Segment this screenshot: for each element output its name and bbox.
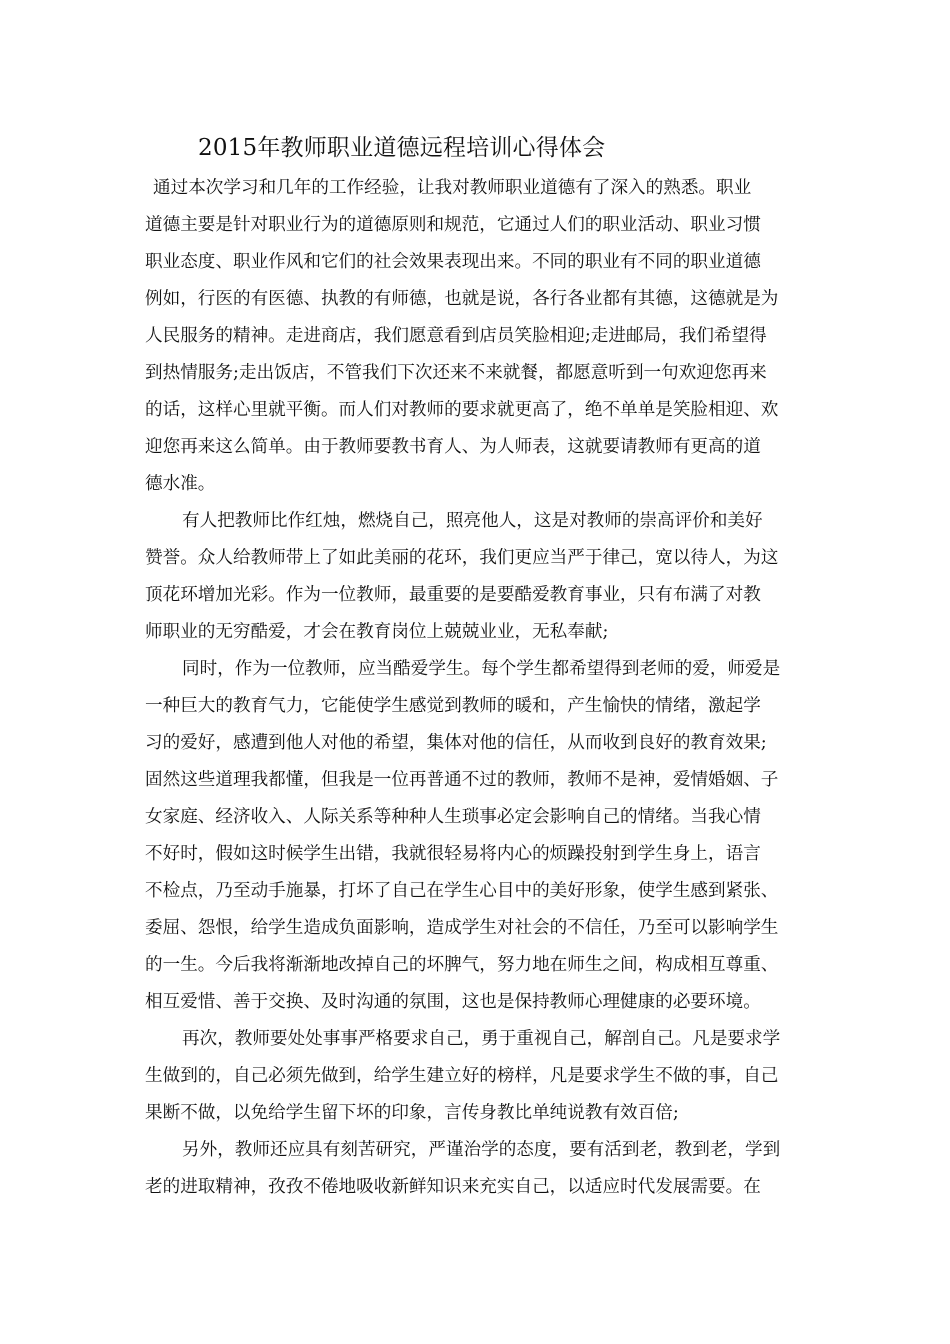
text-line: 另外，教师还应具有刻苦研究，严谨治学的态度，要有活到老，教到老，学到 xyxy=(182,1140,781,1160)
text-line: 老的进取精神，孜孜不倦地吸收新鲜知识来充实自己，以适应时代发展需要。在 xyxy=(145,1177,761,1197)
text-line: 女家庭、经济收入、人际关系等种种人生琐事必定会影响自己的情绪。当我心情 xyxy=(145,807,761,827)
document-body xyxy=(145,170,810,1206)
text-line: 的话，这样心里就平衡。而人们对教师的要求就更高了，绝不单单是笑脸相迎、欢 xyxy=(145,400,779,420)
text-line: 顶花环增加光彩。作为一位教师，最重要的是要酷爱教育事业，只有布满了对教 xyxy=(145,585,761,605)
text-line: 不好时，假如这时候学生出错，我就很轻易将内心的烦躁投射到学生身上，语言 xyxy=(145,844,761,864)
text-line: 委屈、怨恨，给学生造成负面影响，造成学生对社会的不信任，乃至可以影响学生 xyxy=(145,918,779,938)
text-line: 到热情服务;走出饭店，不管我们下次还来不来就餐，都愿意听到一句欢迎您再来 xyxy=(145,363,767,383)
text-line: 赞誉。众人给教师带上了如此美丽的花环，我们更应当严于律己，宽以待人，为这 xyxy=(145,548,779,568)
text-line: 人民服务的精神。走进商店，我们愿意看到店员笑脸相迎;走进邮局，我们希望得 xyxy=(145,326,767,346)
text-line: 有人把教师比作红烛，燃烧自己，照亮他人，这是对教师的崇高评价和美好 xyxy=(182,511,763,531)
text-line: 生做到的，自己必须先做到，给学生建立好的榜样，凡是要求学生不做的事，自己 xyxy=(145,1066,779,1086)
text-line: 德水准。 xyxy=(145,474,216,494)
text-line: 再次，教师要处处事事严格要求自己，勇于重视自己，解剖自己。凡是要求学 xyxy=(182,1029,781,1049)
document-title: 2015年教师职业道德远程培训心得体会 xyxy=(198,135,606,161)
text-line: 同时，作为一位教师，应当酷爱学生。每个学生都希望得到老师的爱，师爱是 xyxy=(182,659,781,679)
text-line: 相互爱惜、善于交换、及时沟通的氛围，这也是保持教师心理健康的必要环境。 xyxy=(145,992,761,1012)
text-line: 迎您再来这么简单。由于教师要教书育人、为人师表，这就要请教师有更高的道 xyxy=(145,437,761,457)
text-line: 师职业的无穷酷爱，才会在教育岗位上兢兢业业，无私奉献; xyxy=(145,622,609,642)
text-line: 果断不做，以免给学生留下坏的印象，言传身教比单纯说教有效百倍; xyxy=(145,1103,679,1123)
text-line: 一种巨大的教育气力，它能使学生感觉到教师的暖和，产生愉快的情绪，激起学 xyxy=(145,696,761,716)
text-line: 习的爱好，感遭到他人对他的希望，集体对他的信任，从而收到良好的教育效果; xyxy=(145,733,767,753)
text-line: 通过本次学习和几年的工作经验，让我对教师职业道德有了深入的熟悉。职业 xyxy=(153,178,752,198)
text-line: 的一生。今后我将渐渐地改掉自己的坏脾气，努力地在师生之间，构成相互尊重、 xyxy=(145,955,779,975)
text-line: 例如，行医的有医德、执教的有师德，也就是说，各行各业都有其德，这德就是为 xyxy=(145,289,779,309)
text-line: 职业态度、职业作风和它们的社会效果表现出来。不同的职业有不同的职业道德 xyxy=(145,252,761,272)
text-line: 道德主要是针对职业行为的道德原则和规范，它通过人们的职业活动、职业习惯 xyxy=(145,215,761,235)
text-line: 不检点，乃至动手施暴，打坏了自己在学生心目中的美好形象，使学生感到紧张、 xyxy=(145,881,779,901)
text-line: 固然这些道理我都懂，但我是一位再普通不过的教师，教师不是神，爱情婚姻、子 xyxy=(145,770,779,790)
